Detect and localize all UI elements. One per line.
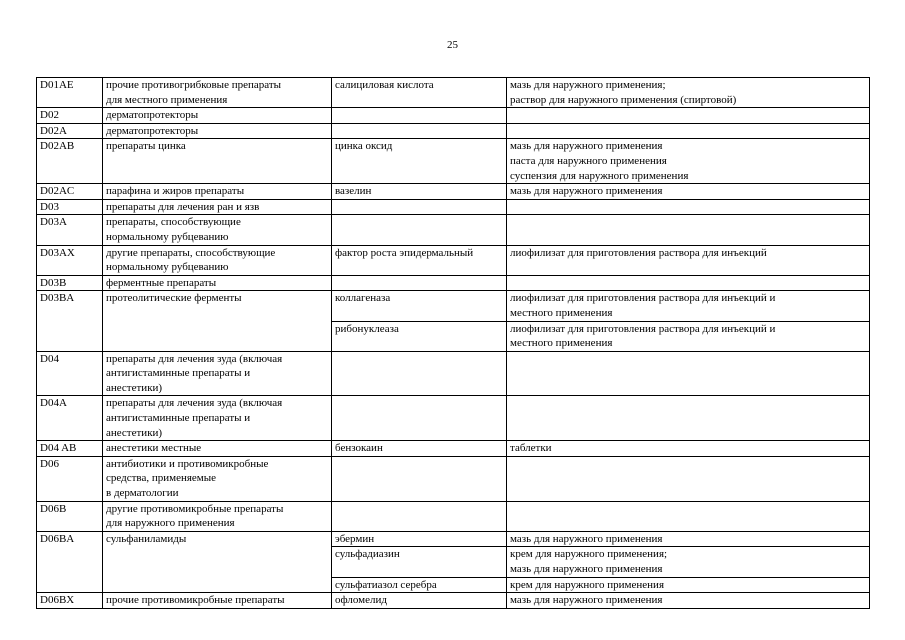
- drug-cell: рибонуклеаза: [332, 321, 507, 351]
- group-cell: дерматопротекторы: [103, 123, 332, 139]
- drug-cell: салициловая кислота: [332, 78, 507, 108]
- dosage-form-cell: [507, 215, 870, 245]
- drug-cell: [332, 108, 507, 124]
- dosage-form-cell: [507, 275, 870, 291]
- table-row: [37, 78, 870, 108]
- atc-code-cell: D04A: [37, 396, 103, 441]
- drug-cell: [332, 501, 507, 531]
- atc-code-cell: D02: [37, 108, 103, 124]
- table-row: [37, 456, 870, 501]
- table-row: [37, 501, 870, 531]
- table-row: [37, 184, 870, 200]
- dosage-form-cell: [507, 123, 870, 139]
- atc-code-cell: D03: [37, 199, 103, 215]
- drug-cell: фактор роста эпидермальный: [332, 245, 507, 275]
- table-row: [37, 351, 870, 396]
- table-row: [37, 291, 870, 321]
- drug-cell: [332, 199, 507, 215]
- table-row: [37, 441, 870, 457]
- group-cell: протеолитические ферменты: [103, 291, 332, 351]
- dosage-form-cell: [507, 199, 870, 215]
- atc-code-cell: D06B: [37, 501, 103, 531]
- dosage-form-cell: [507, 501, 870, 531]
- drug-cell: вазелин: [332, 184, 507, 200]
- drug-cell: эбермин: [332, 531, 507, 547]
- table-row: [37, 123, 870, 139]
- group-cell: другие противомикробные препараты для наружного применения: [103, 501, 332, 531]
- table-row: [37, 215, 870, 245]
- dosage-form-cell: мазь для наружного применения: [507, 184, 870, 200]
- group-cell: антибиотики и противомикробные средства, применяемые в дерматологии: [103, 456, 332, 501]
- table-row: [37, 245, 870, 275]
- table-row: [37, 139, 870, 184]
- drug-cell: [332, 215, 507, 245]
- group-cell: сульфаниламиды: [103, 531, 332, 592]
- drug-cell: коллагеназа: [332, 291, 507, 321]
- atc-code-cell: D03AX: [37, 245, 103, 275]
- group-cell: препараты цинка: [103, 139, 332, 184]
- dosage-form-cell: мазь для наружного применения: [507, 593, 870, 609]
- dosage-form-cell: таблетки: [507, 441, 870, 457]
- drug-cell: цинка оксид: [332, 139, 507, 184]
- table-row: [37, 199, 870, 215]
- drug-cell: офломелид: [332, 593, 507, 609]
- group-cell: дерматопротекторы: [103, 108, 332, 124]
- table-row: [37, 396, 870, 441]
- drug-cell: сульфадиазин: [332, 547, 507, 577]
- group-cell: другие препараты, способствующие нормальному рубцеванию: [103, 245, 332, 275]
- drug-cell: [332, 456, 507, 501]
- table-row: [37, 275, 870, 291]
- dosage-form-cell: мазь для наружного применения паста для наружного применения суспензия для наружного применения: [507, 139, 870, 184]
- atc-code-cell: D01AE: [37, 78, 103, 108]
- atc-code-cell: D03B: [37, 275, 103, 291]
- atc-code-cell: D06: [37, 456, 103, 501]
- group-cell: ферментные препараты: [103, 275, 332, 291]
- table-row: [37, 108, 870, 124]
- atc-code-cell: D02AB: [37, 139, 103, 184]
- dosage-form-cell: [507, 396, 870, 441]
- dosage-form-cell: мазь для наружного применения: [507, 531, 870, 547]
- group-cell: препараты для лечения ран и язв: [103, 199, 332, 215]
- table-row: [37, 531, 870, 547]
- atc-code-cell: D03BA: [37, 291, 103, 351]
- dosage-form-cell: крем для наружного применения: [507, 577, 870, 593]
- group-cell: прочие противомикробные препараты: [103, 593, 332, 609]
- drug-cell: сульфатиазол серебра: [332, 577, 507, 593]
- dosage-form-cell: [507, 456, 870, 501]
- dosage-form-cell: мазь для наружного применения; раствор для наружного применения (спиртовой): [507, 78, 870, 108]
- group-cell: препараты для лечения зуда (включая антигистаминные препараты и анестетики): [103, 351, 332, 396]
- atc-code-cell: D06BA: [37, 531, 103, 592]
- group-cell: препараты для лечения зуда (включая антигистаминные препараты и анестетики): [103, 396, 332, 441]
- atc-code-cell: D04: [37, 351, 103, 396]
- atc-code-cell: D06BX: [37, 593, 103, 609]
- group-cell: прочие противогрибковые препараты для местного применения: [103, 78, 332, 108]
- dosage-form-cell: лиофилизат для приготовления раствора для инъекций и местного применения: [507, 321, 870, 351]
- page-number: 25: [447, 39, 458, 51]
- drug-cell: [332, 275, 507, 291]
- drug-cell: [332, 351, 507, 396]
- drug-cell: [332, 123, 507, 139]
- group-cell: препараты, способствующие нормальному рубцеванию: [103, 215, 332, 245]
- group-cell: парафина и жиров препараты: [103, 184, 332, 200]
- atc-code-cell: D02A: [37, 123, 103, 139]
- dosage-form-cell: лиофилизат для приготовления раствора для инъекций: [507, 245, 870, 275]
- table-row: [37, 593, 870, 609]
- dosage-form-cell: крем для наружного применения; мазь для наружного применения: [507, 547, 870, 577]
- drug-cell: бензокаин: [332, 441, 507, 457]
- group-cell: анестетики местные: [103, 441, 332, 457]
- dosage-form-cell: [507, 108, 870, 124]
- dosage-form-cell: [507, 351, 870, 396]
- atc-code-cell: D04 AB: [37, 441, 103, 457]
- dosage-form-cell: лиофилизат для приготовления раствора для инъекций и местного применения: [507, 291, 870, 321]
- atc-code-cell: D02AC: [37, 184, 103, 200]
- drug-cell: [332, 396, 507, 441]
- atc-code-cell: D03A: [37, 215, 103, 245]
- drug-table: [36, 77, 870, 609]
